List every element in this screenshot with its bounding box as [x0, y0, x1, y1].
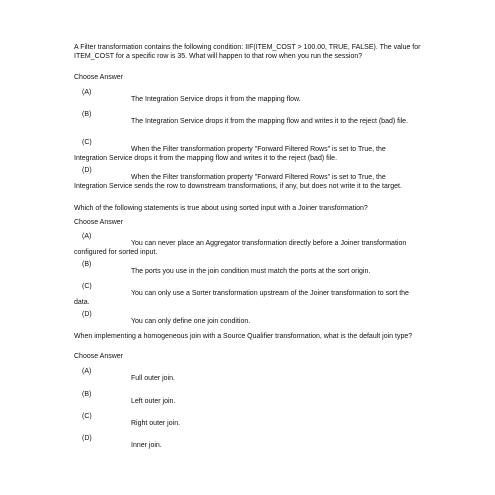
- option-text: You can never place an Aggregator transformation directly before a Joiner transformation configured for sorted input.: [74, 240, 407, 256]
- option-label: (B): [82, 111, 92, 118]
- option-label: (C): [82, 283, 92, 290]
- option-text: When the Filter transformation property "Forward Filtered Rows" is set to True, the Integration Service drops it from the mapping flow and writes it to the reject (bad) file.: [74, 146, 386, 162]
- option-text: The Integration Service drops it from the mapping flow and writes it to the reject (bad) file.: [131, 118, 409, 125]
- question-3-text: When implementing a homogeneous join with a Source Qualifier transformation, what is the default join type?: [74, 333, 413, 340]
- option-label: (D): [82, 435, 92, 442]
- option-label: (D): [82, 311, 92, 318]
- option-label: (B): [82, 391, 92, 398]
- option-text: Left outer join.: [131, 398, 176, 405]
- question-2-text: Which of the following statements is true about using sorted input with a Joiner transformation?: [74, 205, 368, 212]
- question-1-choose-label: Choose Answer: [74, 74, 124, 81]
- option-text: Right outer join.: [131, 420, 181, 427]
- option-text: When the Filter transformation property "Forward Filtered Rows" is set to True, the Integration Service sends the row to downstream transformations, if any, but does not write it to the target.: [74, 174, 402, 190]
- question-2-choose-label: Choose Answer: [74, 219, 124, 226]
- option-text: You can only use a Sorter transformation upstream of the Joiner transformation to sort the data.: [74, 290, 409, 306]
- question-3-choose-label: Choose Answer: [74, 353, 124, 360]
- option-label: (C): [82, 139, 92, 146]
- question-1-text: A Filter transformation contains the following condition: IIF(ITEM_COST > 100.00, TRUE, FALSE). The value for ITEM_COST for a specific row is 35. What will happen to that row when you run the session?: [74, 44, 421, 60]
- option-text: The ports you use in the join condition must match the ports at the sort origin.: [131, 268, 371, 275]
- option-label: (A): [82, 233, 92, 240]
- option-label: (B): [82, 261, 92, 268]
- option-label: (C): [82, 413, 92, 420]
- option-text: You can only define one join condition.: [131, 318, 251, 325]
- option-label: (D): [82, 167, 92, 174]
- option-label: (A): [82, 89, 92, 96]
- option-label: (A): [82, 368, 92, 375]
- option-text: The Integration Service drops it from the mapping flow.: [131, 96, 301, 103]
- option-text: Inner join.: [131, 442, 162, 449]
- option-text: Full outer join.: [131, 375, 175, 382]
